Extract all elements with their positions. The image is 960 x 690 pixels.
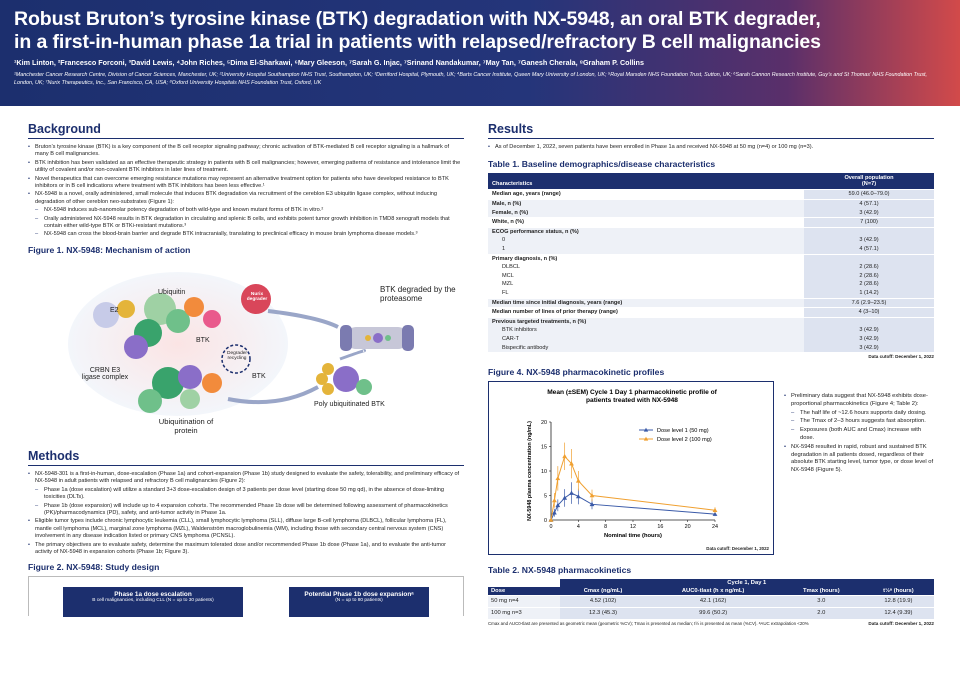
pk-chart-box [488, 381, 774, 555]
mechanism-figure [28, 259, 464, 449]
results-bullets [488, 144, 934, 151]
table-row [488, 272, 934, 281]
background-bullet: • NX-5948 is a novel, orally administered, small molecule that induces BTK degradation via recruitment of the cereblon E3 ubiquitin ligase complex, without inducing degradation of other cereblon neo-substrates (Figure 1): [28, 191, 464, 206]
table2-thalf: 12.4 (9.39) [863, 607, 934, 618]
baseline-table-body [488, 190, 934, 352]
table1-value: 7.6 (2.9–23.5) [804, 298, 934, 308]
table1-value: 3 (42.9) [804, 326, 934, 335]
table1-label: Previous targeted treatments, n (%) [488, 317, 804, 326]
table1-value [804, 317, 934, 326]
table1-label: Male, n (%) [488, 200, 804, 209]
table1-label: Female, n (%) [488, 209, 804, 218]
label-crbn: CRBN E3 ligase complex [81, 366, 129, 381]
table1-value [804, 227, 934, 236]
table1-value: 2 (28.6) [804, 263, 934, 272]
legend-label: Dose level 1 (50 mg) [657, 428, 709, 435]
methods-bullet: • The primary objectives are to evaluate safety, determine the maximum tolerated dose and/or recommended Phase 1b dose (Phase 1a), and to evaluate the anti-tumor activity of NX-5948 in expansion cohorts (Phase 1b; Figure 3). [28, 542, 464, 557]
phase1b-subtitle: (N = up to 80 patients) [335, 598, 383, 604]
background-bullet: • Bruton’s tyrosine kinase (BTK) is a key component of the B cell receptor signaling pathway; chronic activation of BTK-mediated B cell receptor signaling is a hallmark of many B cell malignancies. [28, 144, 464, 159]
table1-label: Median number of lines of prior therapy (range) [488, 308, 804, 318]
chart-title-line-2: patients treated with NX-5948 [586, 397, 678, 405]
affiliations: ¹Manchester Cancer Research Centre, Division of Cancer Sciences, Manchester, UK; ²University Hospital Southampton NHS Trust, Southampton, UK; ³Derriford Hospital, Plymouth, UK; ⁴Barts Cancer Institute, Queen Mary University of London, UK; ⁵Royal Marsden NHS Foundation Trust, Sutton, UK; ⁶Sarah Cannon Research Institute, Guy’s and St Thomas’ NHS Foundation Trust, London, UK; ⁷Nurix Therapeutics, Inc., San Francisco, CA, USA; ⁸Oxford University Hospitals NHS Foundation Trust, Oxford, UK [14, 72, 928, 86]
table1-label: BTK inhibitors [488, 326, 804, 335]
table-row [488, 245, 934, 254]
label-btk-degraded: BTK degraded by the proteasome [380, 284, 456, 303]
background-subbullet: – NX-5948 can cross the blood-brain barrier and degrade BTK intracranially, translating to preclinical efficacy in mouse brain lymphoma disease models.³ [28, 231, 464, 238]
data-point [569, 491, 574, 495]
table1-value: 3 (42.9) [804, 236, 934, 245]
title-line-1: Robust Bruton’s tyrosine kinase (BTK) degradation with NX-5948, an oral BTK degrader, [14, 8, 821, 30]
table1-value: 2 (28.6) [804, 272, 934, 281]
data-point [555, 476, 560, 480]
figure1-title: Figure 1. NX-5948: Mechanism of action [28, 244, 191, 255]
table-row [488, 607, 934, 618]
x-tick-label: 0 [549, 524, 553, 531]
pk-chart [489, 382, 775, 556]
background-bullets [28, 144, 464, 239]
label-btk-bottom: BTK [252, 372, 266, 380]
figure2-title: Figure 2. NX-5948: Study design [28, 562, 160, 573]
pk-bullet: • Preliminary data suggest that NX-5948 exhibits dose-proportional pharmacokinetics (Figure 4; Table 2): [784, 393, 934, 409]
series-line-2 [551, 456, 715, 520]
table2-tmax: 2.0 [780, 607, 863, 618]
poster-header [0, 0, 960, 106]
table-row [488, 190, 934, 200]
table1-value: 7 (100) [804, 218, 934, 228]
table1-label: CAR-T [488, 335, 804, 344]
y-tick-label: 0 [544, 518, 547, 525]
table1-label: MCL [502, 272, 514, 279]
table1-label: MZL [502, 281, 514, 288]
series-line-1 [551, 493, 715, 520]
background-bullet: • Novel therapeutics that can overcome emerging resistance mutations may represent an alternative treatment option for patients who have developed resistance to BTK inhibitors or in B cell indications where treatment with BTK inhibitors has been less effective.¹ [28, 176, 464, 191]
y-tick-label: 10 [541, 469, 547, 476]
label-nurix-degrader: Nurix degrader [246, 291, 268, 302]
table1-value: 1 (14.2) [804, 289, 934, 298]
pk-commentary [784, 393, 934, 476]
table2-cutoff: Data cutoff: December 1, 2022 [868, 620, 934, 626]
table-row [488, 335, 934, 344]
data-point [552, 498, 557, 502]
table1-label: Median age, years (range) [488, 190, 804, 200]
table1-label: 1 [488, 245, 804, 254]
methods-bullet: • NX-5948-301 is a first-in-human, dose-escalation (Phase 1a) and cohort-expansion (Phase 1b) study designed to evaluate the safety, tolerability, and preliminary efficacy of NX-5948 in adult patients with relapsed and refractory B cell malignancies (Figure 2): [28, 471, 464, 486]
methods-subbullet: – Phase 1b (dose expansion) will include up to 4 expansion cohorts. The recommended Phase 1b dose will be determined following assessment of pharmacokinetics (PK)/pharmacodynamics (PD), safety, and anti-tumor activity in Phase 1a. [28, 503, 464, 518]
label-btk-top: BTK [196, 336, 210, 344]
table1-label: DLBCL [502, 264, 521, 271]
table-row [488, 344, 934, 353]
baseline-table [488, 173, 934, 352]
x-tick-label: 12 [630, 524, 636, 531]
table1-value [804, 254, 934, 263]
results-bullet: • As of December 1, 2022, seven patients have been enrolled in Phase 1a and received NX-5948 at 50 mg (n=4) or 100 mg (n=3). [488, 144, 934, 151]
table-row [488, 218, 934, 228]
pk-bullets [784, 393, 934, 475]
table2-footnote: Cmax and AUC0-tlast are presented as geometric mean (geometric %CV); Tmax is presented as median; t½ is presented as mean (%CV). ᵃAUC extrapolation <20% [488, 620, 809, 626]
table-row [488, 280, 934, 289]
data-point [562, 454, 567, 458]
background-heading: Background [28, 122, 464, 139]
background-subbullet: – NX-5948 induces sub-nanomolar potency degradation of both wild-type and known mutant forms of BTK in vitro.² [28, 207, 464, 214]
table1-col-overall-line1: Overall population [844, 175, 894, 182]
table2-cmax: 12.3 (45.3) [560, 607, 647, 618]
background-subbullet: – Orally administered NX-5948 results in BTK degradation in circulating and splenic B cells, and exhibits potent tumor growth inhibition in TMD8 xenograft models that contain either wild-type BTK or BTKi-resistant mutations.³ [28, 216, 464, 231]
label-poly-ubiquitinated: Poly ubiquitinated BTK [314, 400, 385, 408]
table2-title: Table 2. NX-5948 pharmacokinetics [488, 565, 632, 576]
table-row [488, 263, 934, 272]
x-axis-label: Nominal time (hours) [604, 533, 662, 540]
phase1a-title: Phase 1a dose escalation [114, 591, 192, 599]
label-ubiquitin: Ubiquitin [158, 288, 186, 296]
table-row [488, 227, 934, 236]
table2-auc: 42.1 (162) [646, 596, 779, 608]
pk-subbullet: – The half life of ~12.6 hours supports daily dosing. [784, 410, 934, 418]
table1-col-overall [804, 173, 934, 190]
label-e2: E2 [110, 306, 119, 314]
table2-footer [488, 619, 934, 626]
table1-col-overall-line2: (N=7) [861, 181, 877, 188]
table2-blank-header [488, 579, 560, 587]
label-ubiquitination: Ubiquitination of protein [158, 416, 214, 435]
table1-value: 3 (42.9) [804, 335, 934, 344]
table1-value: 59.0 (46.0–79.0) [804, 190, 934, 200]
table1-label: 0 [488, 236, 804, 245]
pk-table [488, 579, 934, 619]
table-row [488, 236, 934, 245]
table1-value: 2 (28.6) [804, 280, 934, 289]
x-tick-label: 20 [684, 524, 691, 531]
methods-bullets [28, 471, 464, 556]
table-row [488, 308, 934, 318]
table2-header-dose: Dose [488, 587, 560, 596]
table2-header-thalf: t½ᵃ (hours) [863, 587, 934, 596]
phase1a-subtitle: B cell malignancies, including CLL (N = up to 30 patients) [92, 598, 214, 604]
table2-tmax: 3.0 [780, 596, 863, 608]
arrow-poly-to-proteasome [340, 351, 365, 359]
table2-dose: 50 mg n=4 [488, 596, 560, 608]
table-row [488, 209, 934, 218]
pk-subbullet: – Exposures (both AUC and Cmax) increase with dose. [784, 427, 934, 443]
table-row [488, 200, 934, 209]
y-axis-label: NX-5948 plasma concentration (ng/mL) [527, 421, 533, 521]
right-column [488, 122, 934, 626]
proteasome-illustration [340, 325, 414, 351]
pk-bullet: • NX-5948 resulted in rapid, robust and sustained BTK degradation in all patients dosed, regardless of their absolute BTK starting level, tumor type, or dose level of NX-5948 (Figure 5). [784, 444, 934, 475]
table2-header-cmax: Cmax (ng/mL) [560, 587, 647, 596]
table1-value: 4 (57.1) [804, 245, 934, 254]
poster-title [14, 8, 946, 54]
results-heading: Results [488, 122, 934, 139]
methods-subbullet: – Phase 1a (dose escalation) will utilize a standard 3+3 dose-escalation design of 3 patients per dose level (starting dose 50 mg qd), in the absence of dose-limiting toxicities (DLTs). [28, 487, 464, 502]
x-tick-label: 16 [657, 524, 664, 531]
chart-title-line-1: Mean (±SEM) Cycle 1 Day 1 pharmacokinetic profile of [547, 389, 717, 397]
methods-heading: Methods [28, 449, 464, 466]
phase1b-box [289, 587, 429, 617]
title-line-2: in a first-in-human phase 1a trial in patients with relapsed/refractory B cell malignancies [14, 31, 821, 53]
table2-dose: 100 mg n=3 [488, 607, 560, 618]
pk-subbullet: – The Tmax of 2–3 hours suggests fast absorption. [784, 418, 934, 426]
methods-bullet: • Eligible tumor types include chronic lymphocytic leukemia (CLL), small lymphocytic lymphoma (SLL), diffuse large B-cell lymphoma (DLBCL), follicular lymphoma (FL), mantle cell lymphoma (MCL), marginal zone lymphoma (MZL), Waldenström macroglobulinemia (WM), including those with secondary central nervous system (CNS) involvement in any disease indication listed or primary CNS lymphoma (PCNSL). [28, 518, 464, 540]
table1-value: 3 (42.9) [804, 344, 934, 353]
table2-thalf: 12.8 (19.9) [863, 596, 934, 608]
table2-cmax: 4.52 (102) [560, 596, 647, 608]
y-tick-label: 15 [541, 444, 547, 451]
table1-label: White, n (%) [488, 218, 804, 228]
background-bullet: • BTK inhibition has been validated as an effective therapeutic strategy in patients with B cell malignancies; however, emerging patterns of resistance and intolerance limit the utility of covalent and/or non-covalent BTK inhibitors in later lines of treatment. [28, 160, 464, 175]
table1-label: Median time since initial diagnosis, years (range) [488, 298, 804, 308]
figure4-area [488, 381, 934, 559]
table1-value: 3 (42.9) [804, 209, 934, 218]
table1-value: 4 (3–10) [804, 308, 934, 318]
table2-header-tmax: Tmax (hours) [780, 587, 863, 596]
phase1a-box [63, 587, 243, 617]
x-tick-label: 4 [576, 524, 580, 531]
figure4-cutoff: Data cutoff: December 1, 2022 [706, 546, 769, 552]
y-tick-label: 20 [541, 420, 547, 427]
table1-label: ECOG performance status, n (%) [488, 227, 804, 236]
label-recycling: Degrader recycling [227, 350, 247, 361]
data-point [576, 478, 581, 482]
y-tick-label: 5 [544, 493, 547, 500]
table-row [488, 254, 934, 263]
table1-value: 4 (57.1) [804, 200, 934, 209]
table1-title: Table 1. Baseline demographics/disease characteristics [488, 159, 716, 170]
table-row [488, 289, 934, 298]
table1-label: FL [502, 289, 509, 296]
x-tick-label: 24 [712, 524, 718, 531]
table1-label: Primary diagnosis, n (%) [488, 254, 804, 263]
table1-label: Bispecific antibody [488, 344, 804, 353]
table1-col-characteristics: Characteristics [488, 173, 804, 190]
poly-ubiquitinated-btk-illustration [316, 363, 372, 395]
table2-auc: 99.6 (50.2) [646, 607, 779, 618]
table-row [488, 298, 934, 308]
table-row [488, 326, 934, 335]
table1-cutoff: Data cutoff: December 1, 2022 [868, 354, 934, 360]
table-row [488, 596, 934, 608]
left-column [28, 122, 464, 616]
legend-label: Dose level 2 (100 mg) [657, 437, 712, 444]
x-tick-label: 8 [604, 524, 608, 531]
study-design-figure [28, 576, 464, 616]
author-list: ¹Kim Linton, ²Francesco Forconi, ³David Lewis, ⁴John Riches, ⁵Dima El-Sharkawi, ⁶Mary Gleeson, ⁷Sarah G. Injac, ⁷Srinand Nandakumar, ⁷May Tan, ⁷Ganesh Cherala, ⁸Graham P. Collins [14, 58, 644, 67]
phase1b-title: Potential Phase 1b dose expansionᵃ [304, 591, 414, 599]
table-row [488, 317, 934, 326]
table2-span-header: Cycle 1, Day 1 [560, 579, 934, 587]
figure4-title: Figure 4. NX-5948 pharmacokinetic profiles [488, 367, 665, 378]
table2-header-auc: AUC0-tlast (h x ng/mL) [646, 587, 779, 596]
